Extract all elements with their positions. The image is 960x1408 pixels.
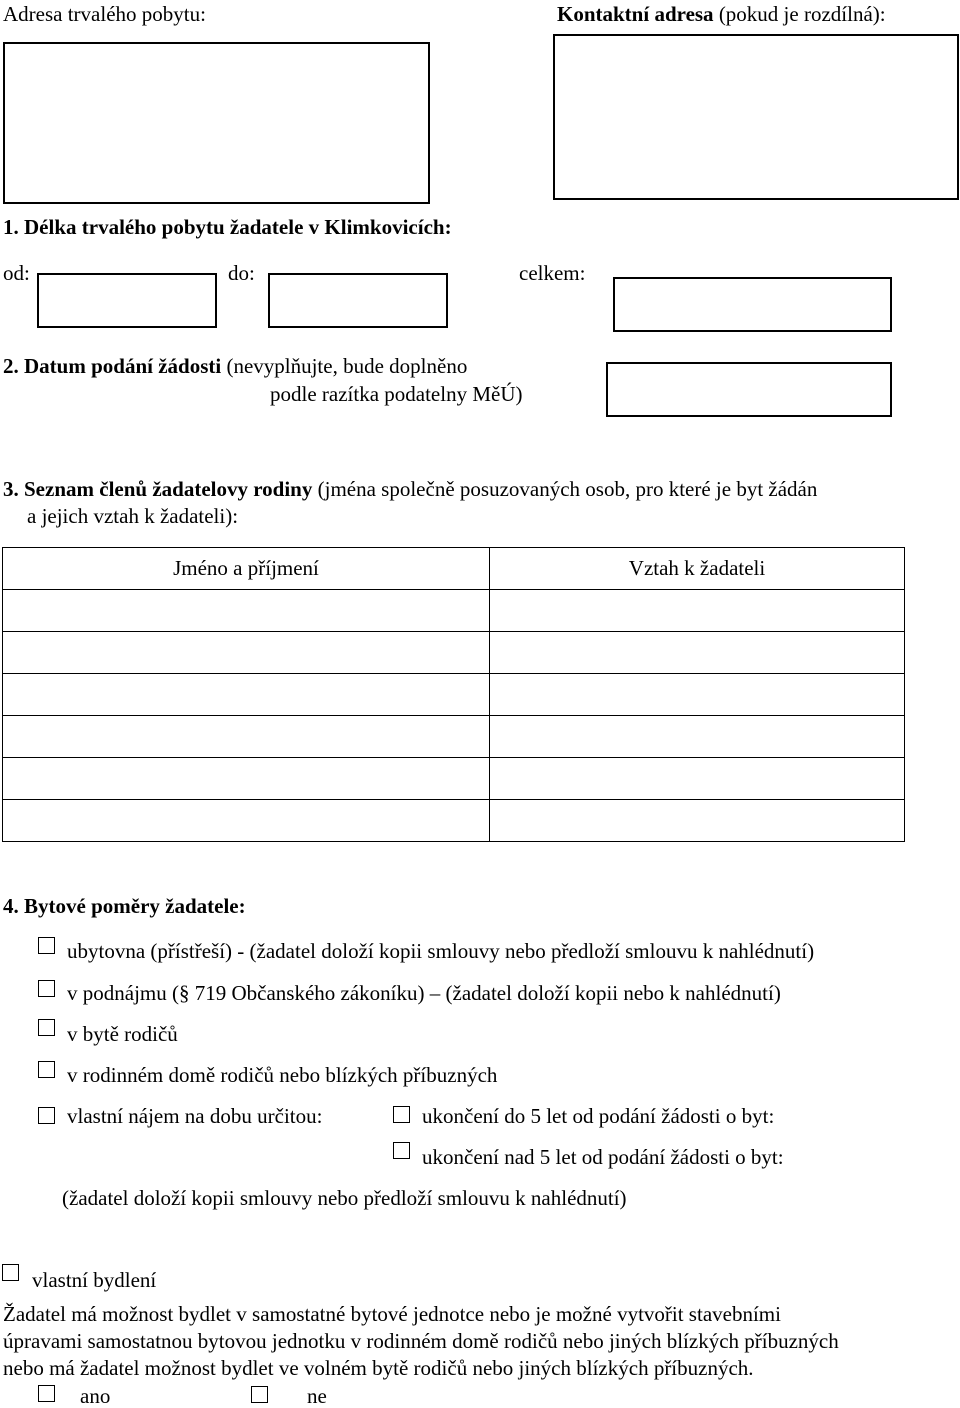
from-date-field[interactable] xyxy=(37,273,217,328)
lease-note: (žadatel doloží kopii smlouvy nebo předloží smlouvu k nahlédnutí) xyxy=(62,1186,627,1210)
to-label: do: xyxy=(228,261,255,285)
paragraph-line1: Žadatel má možnost bydlet v samostatné bytové jednotce nebo je možné vytvořit stavebními xyxy=(3,1302,781,1326)
column-header-name: Jméno a příjmení xyxy=(3,548,490,590)
yes-label: ano xyxy=(80,1384,111,1408)
relation-cell[interactable] xyxy=(490,632,905,674)
name-cell[interactable] xyxy=(3,800,490,842)
relation-cell[interactable] xyxy=(490,758,905,800)
total-duration-field[interactable] xyxy=(613,277,892,332)
relation-cell[interactable] xyxy=(490,590,905,632)
section3-title-bold: Seznam členů žadatelovy rodiny xyxy=(24,477,313,501)
section2-title-bold: 2. Datum podání žádosti xyxy=(3,354,222,378)
option-fixed-term-lease-label: vlastní nájem na dobu určitou: xyxy=(67,1104,323,1128)
option-dormitory-label: ubytovna (přístřeší) - (žadatel doloží kopii smlouvy nebo předloží smlouvu k nahlédnutí) xyxy=(67,939,815,963)
submission-date-field[interactable] xyxy=(606,362,892,417)
name-cell[interactable] xyxy=(3,716,490,758)
checkbox-own-housing[interactable] xyxy=(2,1264,19,1281)
no-label: ne xyxy=(307,1384,327,1408)
table-row xyxy=(3,632,905,674)
section2-note-line1: (nevyplňujte, bude doplněno xyxy=(226,354,468,378)
checkbox-dormitory[interactable] xyxy=(38,937,55,954)
table-row xyxy=(3,800,905,842)
contact-address-label: Kontaktní adresa xyxy=(557,2,714,26)
section4-title: 4. Bytové poměry žadatele: xyxy=(3,894,246,918)
table-header-row xyxy=(3,548,905,590)
checkbox-parents-flat[interactable] xyxy=(38,1019,55,1036)
option-parents-flat-label: v bytě rodičů xyxy=(67,1022,178,1046)
name-cell[interactable] xyxy=(3,758,490,800)
checkbox-sublease[interactable] xyxy=(38,980,55,997)
relation-cell[interactable] xyxy=(490,800,905,842)
permanent-address-field[interactable] xyxy=(3,42,430,204)
total-label: celkem: xyxy=(519,261,586,285)
contact-address-note: (pokud je rozdílná): xyxy=(718,2,886,26)
checkbox-ends-within-5-years[interactable] xyxy=(393,1106,410,1123)
to-date-field[interactable] xyxy=(268,273,448,328)
own-housing-label: vlastní bydlení xyxy=(32,1268,157,1292)
option-sublease-label: v podnájmu (§ 719 Občanského zákoníku) – (žadatel doloží kopii nebo k nahlédnutí) xyxy=(67,981,781,1005)
from-label: od: xyxy=(3,261,30,285)
section3-title xyxy=(3,479,817,500)
section3-note-line2: a jejich vztah k žadateli): xyxy=(27,504,239,528)
section1-title: 1. Délka trvalého pobytu žadatele v Klimkovicích: xyxy=(3,215,452,239)
option-parents-house-label: v rodinném domě rodičů nebo blízkých příbuzných xyxy=(67,1063,498,1087)
checkbox-ends-after-5-years[interactable] xyxy=(393,1142,410,1159)
paragraph-line2: úpravami samostatnou bytovou jednotku v rodinném domě rodičů nebo jiných blízkých příbuzných xyxy=(3,1329,839,1353)
name-cell[interactable] xyxy=(3,632,490,674)
section2-note-line2: podle razítka podatelny MěÚ) xyxy=(270,382,523,406)
relation-cell[interactable] xyxy=(490,716,905,758)
section3-number: 3. xyxy=(3,477,19,501)
name-cell[interactable] xyxy=(3,674,490,716)
column-header-relation: Vztah k žadateli xyxy=(490,548,905,590)
permanent-address-label: Adresa trvalého pobytu: xyxy=(3,2,206,26)
table-row xyxy=(3,758,905,800)
section2-title xyxy=(3,356,467,377)
table-row xyxy=(3,716,905,758)
checkbox-yes[interactable] xyxy=(38,1385,55,1402)
paragraph-line3: nebo má žadatel možnost bydlet ve volném bytě rodičů nebo jiných blízkých příbuzných. xyxy=(3,1356,754,1380)
section3-note-line1: (jména společně posuzovaných osob, pro které je byt žádán xyxy=(317,477,818,501)
sub-option-after-5-years-label: ukončení nad 5 let od podání žádosti o byt: xyxy=(422,1145,784,1169)
table-row xyxy=(3,590,905,632)
checkbox-fixed-term-lease[interactable] xyxy=(38,1107,55,1124)
checkbox-parents-house[interactable] xyxy=(38,1061,55,1078)
contact-address-field[interactable] xyxy=(553,34,959,200)
relation-cell[interactable] xyxy=(490,674,905,716)
contact-address-heading xyxy=(557,4,886,25)
table-row xyxy=(3,674,905,716)
name-cell[interactable] xyxy=(3,590,490,632)
sub-option-within-5-years-label: ukončení do 5 let od podání žádosti o byt: xyxy=(422,1104,775,1128)
checkbox-no[interactable] xyxy=(251,1386,268,1403)
family-members-table xyxy=(2,547,905,842)
